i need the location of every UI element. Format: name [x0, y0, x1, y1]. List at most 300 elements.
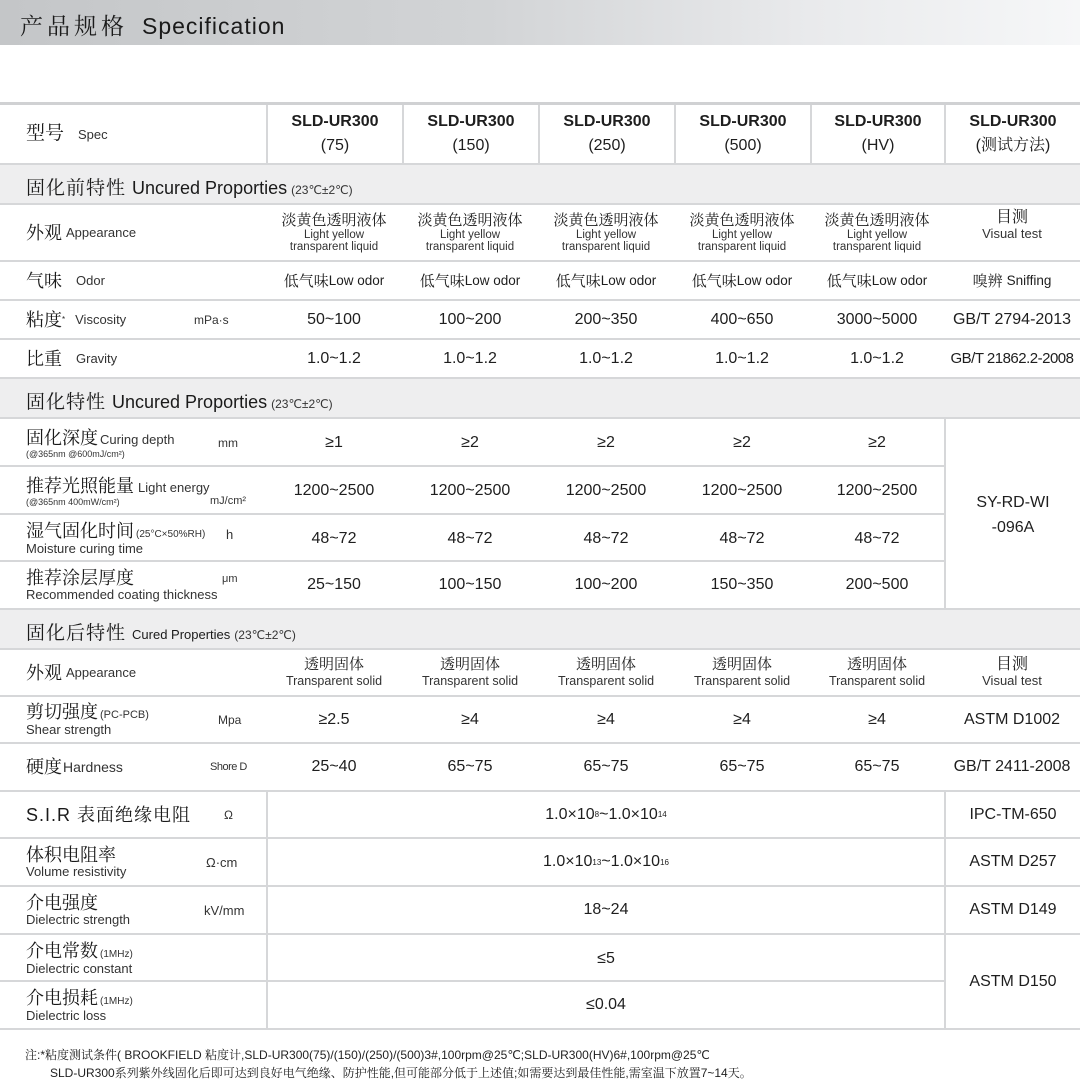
table-cell-part	[26, 262, 105, 299]
table-cell-part	[810, 262, 944, 299]
cell-value: ≥2.5	[318, 710, 350, 728]
table-cell-part: 比重	[26, 348, 62, 369]
cell-value: ≥2	[461, 434, 479, 451]
table-cell-part: Light yellow	[439, 229, 501, 241]
table-cell-part: 外观	[26, 662, 62, 683]
table-cell-part	[674, 562, 810, 608]
table-cell-part	[944, 262, 1080, 299]
table-cell-part	[674, 650, 810, 695]
table-cell-part	[944, 839, 1080, 885]
table-cell-part: 目测	[995, 209, 1028, 226]
table-cell-part: Dielectric strength	[26, 912, 131, 927]
cell-value: ≥4	[733, 710, 751, 728]
table-cell-part	[402, 515, 538, 562]
table-cell-part: SLD-UR300	[291, 113, 379, 130]
table-cell-part: Sniffing	[1006, 273, 1052, 288]
cell-value: 18~24	[583, 901, 629, 918]
table-cell-part: 嗅辨	[972, 273, 1003, 290]
table-cell-part: 目测	[995, 656, 1028, 673]
cell-value: 1.0×10	[543, 853, 593, 870]
unit-label: Mpa	[218, 712, 242, 727]
table-cell-part: 淡黄色透明液体	[553, 212, 659, 229]
table-cell-part	[26, 792, 191, 837]
table-cell-part	[26, 301, 126, 338]
table-cell-part: 16	[660, 857, 669, 867]
table-cell-part	[26, 476, 210, 497]
cell-value: 1200~2500	[293, 482, 375, 499]
table-cell-part	[402, 205, 538, 260]
table-cell-part: 剪切强度	[26, 702, 98, 722]
table-cell-part: 介电常数	[26, 941, 98, 961]
table-cell-part: 硬度	[26, 757, 62, 777]
cell-value: SY-RD-WI	[976, 493, 1050, 511]
section-curing	[0, 379, 1080, 419]
table-cell-part: Shear strength	[26, 722, 112, 737]
table-cell-part	[402, 419, 538, 467]
cell-value: ASTM D150	[969, 972, 1057, 990]
table-cell-part: 低气味	[691, 273, 737, 290]
table-cell-part	[944, 650, 1080, 695]
cell-value: 1.0~1.2	[307, 349, 361, 367]
unit-label: μm	[222, 573, 238, 585]
cell-value: 48~72	[583, 529, 629, 547]
table-cell-part: 低气味	[419, 273, 465, 290]
table-cell-part	[944, 744, 1080, 790]
cell-value: 25~40	[311, 758, 357, 775]
table-cell-part	[26, 697, 149, 742]
table-cell-part: Moisture curing time	[26, 541, 144, 556]
column-header	[266, 105, 402, 163]
cell-value: ≥1	[325, 434, 343, 451]
table-cell-part: (1MHz)	[100, 949, 133, 960]
table-cell-part: (23℃±2℃)	[271, 397, 333, 411]
table-cell-part	[674, 744, 810, 790]
table-cell-part	[266, 887, 944, 933]
table-cell-part	[26, 702, 149, 723]
table-cell-part: Recommended coating thickness	[26, 587, 218, 602]
footnote-line-2: SLD-UR300系列紫外线固化后即可达到良好电气绝缘、防护性能,但可能部分低于上述值;如需要达到最佳性能,需室温下放置7~14天。	[50, 1066, 752, 1080]
table-cell-part: (PC-PCB)	[100, 709, 149, 721]
table-cell-part: 8	[594, 810, 600, 819]
title-cn: 产品规格	[20, 13, 128, 39]
table-row-hardness	[0, 744, 1080, 792]
table-cell-part: Low odor	[464, 273, 521, 288]
table-cell-part: 固化特性	[26, 392, 107, 413]
table-cell-part	[266, 982, 944, 1028]
table-cell-part	[266, 697, 402, 742]
table-row-sir	[0, 792, 1080, 839]
table-cell-part: Dielectric constant	[26, 961, 133, 976]
table-cell-part: Visual test	[982, 226, 1042, 241]
cell-value: GB/T 2411-2008	[953, 758, 1071, 775]
table-cell-part	[674, 515, 810, 562]
table-cell-part: Dielectric loss	[26, 1007, 107, 1023]
footnotes	[25, 1046, 752, 1082]
table-cell-part: 低气味	[826, 273, 872, 290]
table-cell-part: (150)	[452, 137, 490, 154]
cell-value: ~1.0×10	[601, 853, 661, 870]
table-cell-part	[266, 262, 402, 299]
table-cell-part	[26, 340, 117, 377]
table-row-appearance	[0, 205, 1080, 262]
table-cell-part: Uncured Proporties	[112, 392, 268, 412]
table-cell-part	[26, 839, 126, 885]
cell-value: ≥4	[868, 710, 886, 728]
unit-label: h	[226, 527, 234, 542]
table-cell-part: (@365nm @600mJ/cm²)	[26, 448, 125, 459]
table-cell-part	[266, 467, 402, 515]
table-cell-part: 低气味	[555, 273, 601, 290]
table-cell-part	[266, 562, 402, 608]
table-cell-part: 淡黄色透明液体	[689, 212, 795, 229]
table-cell-part: 体积电阻率	[26, 845, 116, 865]
table-cell-part	[944, 697, 1080, 742]
section-title	[26, 173, 353, 200]
cell-value: 200~500	[845, 576, 909, 593]
table-cell-part: Odor	[76, 273, 105, 288]
table-cell-part	[26, 521, 205, 542]
table-cell-part	[674, 262, 810, 299]
table-row-dielectric-strength	[0, 887, 1080, 935]
table-cell-part	[674, 419, 810, 467]
table-cell-part: 13	[592, 857, 602, 867]
cell-value: -096A	[991, 518, 1035, 536]
table-cell-part	[26, 935, 133, 982]
page-title	[20, 8, 285, 41]
table-cell-part	[538, 562, 674, 608]
table-cell-part	[402, 562, 538, 608]
table-cell-part: 气味	[26, 270, 62, 291]
table-cell-part: 14	[657, 810, 667, 819]
table-cell-part	[944, 205, 1080, 260]
table-cell-part	[810, 419, 944, 467]
unit-label: mJ/cm²	[210, 495, 247, 507]
table-cell-part	[26, 428, 174, 449]
cell-value: ≤0.04	[586, 996, 626, 1013]
cell-value: 400~650	[710, 310, 774, 328]
table-cell-part	[402, 340, 538, 377]
table-cell-part	[26, 887, 130, 933]
table-cell-part	[266, 744, 402, 790]
cell-value: ASTM D257	[969, 853, 1057, 870]
table-cell-part	[26, 205, 136, 260]
table-cell-part	[266, 839, 944, 885]
table-cell-part: (23℃±2℃)	[291, 183, 353, 197]
table-cell-part	[402, 262, 538, 299]
table-cell-part: Transparent solid	[828, 674, 926, 688]
cell-value: ~1.0×10	[599, 805, 658, 823]
unit-label: Shore D	[210, 761, 247, 773]
table-cell-part: 低气味	[283, 273, 329, 290]
cell-value: 1200~2500	[701, 482, 783, 499]
table-cell-part	[674, 697, 810, 742]
table-cell-part	[402, 744, 538, 790]
table-cell-part: *	[62, 315, 66, 324]
table-cell-part: Transparent solid	[421, 674, 519, 688]
cell-value: ≥2	[868, 434, 886, 451]
cell-value: 48~72	[447, 529, 493, 547]
footnote-line-1: 注:*粘度测试条件( BROOKFIELD 粘度计,SLD-UR300(75)/(150)/(250)/(500)3#,100rpm@25℃;SLD-UR300(HV)6#,100rpm@25℃	[25, 1048, 710, 1062]
table-cell-part: Transparent solid	[285, 674, 383, 688]
table-cell-part	[944, 792, 1080, 837]
cell-value: ≥4	[597, 710, 615, 728]
section-title	[26, 618, 296, 645]
cell-value: GB/T 2794-2013	[952, 310, 1071, 328]
cell-value: 1.0×10	[545, 805, 595, 823]
table-row-light-energy	[0, 467, 1080, 515]
table-cell-part	[538, 515, 674, 562]
table-cell-part: SLD-UR300	[969, 113, 1057, 130]
table-cell-part	[266, 515, 402, 562]
table-cell-part	[538, 301, 674, 338]
cell-value: 100~150	[438, 576, 502, 593]
table-cell-part: 透明固体	[303, 656, 364, 673]
cell-value: 1.0~1.2	[850, 349, 904, 367]
table-row-dielectric-constant	[0, 935, 1080, 982]
table-cell-part	[26, 650, 136, 695]
table-cell-part: Cured Properties	[132, 627, 231, 642]
table-row-shear-strength	[0, 697, 1080, 744]
cell-value: 48~72	[854, 529, 900, 547]
table-cell-part	[26, 744, 123, 790]
table-cell-part	[26, 419, 174, 467]
table-cell-part: 淡黄色透明液体	[281, 212, 387, 229]
table-cell-part	[810, 301, 944, 338]
table-cell-part: Low odor	[600, 273, 657, 288]
cell-value: 50~100	[307, 310, 361, 328]
table-cell-part: SLD-UR300	[834, 113, 922, 130]
cell-value: ≤5	[597, 949, 615, 967]
table-row-coating-thickness	[0, 562, 1080, 610]
title-bar	[0, 0, 1080, 45]
table-cell-part	[538, 467, 674, 515]
table-cell-part: (测试方法)	[975, 137, 1051, 154]
title-en: Specification	[142, 13, 286, 39]
table-cell-part	[266, 935, 944, 982]
table-cell-part: SLD-UR300	[427, 113, 515, 130]
table-cell-part: 粘度	[26, 309, 62, 330]
cell-value: 65~75	[854, 758, 900, 775]
table-row-cured-appearance	[0, 650, 1080, 697]
cell-value: ASTM D149	[969, 901, 1057, 918]
table-cell-part: (75)	[320, 137, 350, 154]
table-cell-part: 固化后特性	[26, 623, 127, 644]
cell-value: ≥2	[597, 434, 615, 451]
table-cell-part: 固化深度	[26, 427, 98, 448]
table-cell-part: 外观	[26, 222, 62, 243]
table-cell-part	[26, 515, 205, 562]
table-cell-part	[674, 205, 810, 260]
curing-method-cell	[944, 419, 1080, 610]
table-cell-part: Light yellow	[846, 229, 908, 241]
table-cell-part: 推荐光照能量	[26, 475, 134, 496]
table-cell-part: 介电损耗	[26, 987, 98, 1008]
table-cell-part: Uncured Proporties	[132, 178, 288, 198]
table-cell-part	[810, 340, 944, 377]
table-cell-part	[810, 205, 944, 260]
table-cell-part	[538, 697, 674, 742]
table-cell-part: Low odor	[736, 273, 793, 288]
cell-value: 200~350	[574, 310, 638, 328]
cell-value: 1200~2500	[836, 482, 918, 499]
dielectric-method-cell	[944, 935, 1080, 1028]
table-cell-part	[26, 105, 108, 163]
table-cell-part	[266, 205, 402, 260]
table-header-row	[0, 102, 1080, 165]
cell-value: IPC-TM-650	[969, 805, 1057, 823]
cell-value: 65~75	[447, 758, 493, 775]
cell-value: 100~200	[574, 576, 638, 593]
section-cured	[0, 610, 1080, 650]
table-cell-part	[538, 744, 674, 790]
table-cell-part: Transparent solid	[693, 674, 791, 688]
table-cell-part: (250)	[588, 137, 626, 154]
cell-value: 1200~2500	[429, 482, 511, 499]
cell-value: 25~150	[307, 576, 361, 593]
table-cell-part	[944, 340, 1080, 377]
table-cell-part: 淡黄色透明液体	[824, 212, 930, 229]
table-cell-part	[538, 205, 674, 260]
table-cell-part: Low odor	[328, 273, 385, 288]
column-header	[538, 105, 674, 163]
cell-value: 3000~5000	[836, 310, 918, 328]
table-cell-part	[674, 467, 810, 515]
table-cell-part	[402, 467, 538, 515]
spec-label-en: Spec	[78, 126, 108, 142]
unit-label: kV/mm	[204, 902, 245, 918]
table-row-viscosity	[0, 301, 1080, 340]
table-cell-part: 湿气固化时间	[26, 521, 134, 541]
table-cell-part	[26, 467, 210, 515]
table-cell-part: (1MHz)	[100, 995, 133, 1007]
cell-value: 48~72	[719, 529, 765, 547]
spec-label-cn: 型号	[26, 123, 65, 144]
table-cell-part	[944, 301, 1080, 338]
table-cell-part	[538, 262, 674, 299]
table-cell-part: 推荐涂层厚度	[26, 568, 134, 588]
cell-value: 150~350	[710, 576, 774, 593]
table-cell-part	[266, 792, 944, 837]
table-cell-part: transparent liquid	[697, 241, 787, 253]
table-row-dielectric-loss	[0, 982, 1080, 1030]
cell-value: 1.0~1.2	[579, 349, 633, 367]
table-cell-part	[266, 301, 402, 338]
cell-value: 1200~2500	[565, 482, 647, 499]
table-cell-part	[538, 419, 674, 467]
table-cell-part	[810, 467, 944, 515]
table-row-moisture-curing	[0, 515, 1080, 562]
table-cell-part	[26, 941, 133, 962]
table-cell-part: SLD-UR300	[563, 113, 651, 130]
table-cell-part	[402, 301, 538, 338]
table-cell-part: Low odor	[871, 273, 928, 288]
table-cell-part: Viscosity	[75, 312, 127, 327]
table-cell-part: SLD-UR300	[699, 113, 787, 130]
table-cell-part	[402, 697, 538, 742]
unit-label: Ω·cm	[206, 854, 238, 870]
table-cell-part: (25°C×50%RH)	[136, 529, 206, 540]
table-cell-part: Transparent solid	[557, 674, 655, 688]
table-row-volume-resistivity	[0, 839, 1080, 887]
unit-label: mPa·s	[194, 312, 229, 327]
column-header	[402, 105, 538, 163]
table-cell-part	[810, 744, 944, 790]
column-header	[674, 105, 810, 163]
table-cell-part	[266, 340, 402, 377]
cell-value: 65~75	[719, 758, 765, 775]
table-cell-part: Hardness	[63, 759, 123, 775]
table-cell-part: Visual test	[982, 673, 1042, 688]
section-uncured	[0, 165, 1080, 205]
table-cell-part	[810, 697, 944, 742]
table-cell-part	[266, 419, 402, 467]
table-cell-part: 透明固体	[575, 656, 636, 673]
table-cell-part: Light yellow	[711, 229, 773, 241]
table-row-gravity	[0, 340, 1080, 379]
table-cell-part	[810, 515, 944, 562]
table-cell-part: (HV)	[861, 137, 895, 154]
table-cell-part: Volume resistivity	[26, 864, 127, 879]
table-cell-part	[674, 340, 810, 377]
table-cell-part: transparent liquid	[289, 241, 379, 253]
table-cell-part: transparent liquid	[832, 241, 922, 253]
cell-value: ≥2	[733, 434, 751, 451]
table-cell-part: 透明固体	[711, 656, 772, 673]
table-cell-part: transparent liquid	[425, 241, 515, 253]
table-cell-part: (23℃±2℃)	[234, 628, 296, 642]
table-cell-part: Gravity	[76, 351, 118, 366]
table-cell-part: 固化前特性	[26, 178, 127, 199]
unit-label: mm	[218, 436, 238, 450]
cell-value: 65~75	[583, 758, 629, 775]
table-cell-part: Light energy	[138, 479, 210, 495]
table-cell-part	[26, 982, 133, 1028]
cell-value: ASTM D1002	[963, 710, 1061, 728]
table-cell-part	[26, 562, 218, 608]
table-cell-part: Light yellow	[575, 229, 637, 241]
cell-value: 100~200	[438, 310, 502, 328]
table-cell-part	[266, 650, 402, 695]
table-cell-part: Appearance	[66, 665, 137, 680]
cell-value: 48~72	[311, 529, 357, 547]
table-cell-part: S.I.R 表面绝缘电阻	[26, 804, 192, 825]
table-cell-part: 透明固体	[439, 656, 500, 673]
table-cell-part: Curing depth	[100, 431, 175, 447]
table-row-odor	[0, 262, 1080, 301]
cell-value: ≥4	[461, 710, 479, 728]
column-header-method	[944, 105, 1080, 163]
table-cell-part	[538, 650, 674, 695]
cell-value: 1.0~1.2	[443, 349, 497, 367]
table-cell-part: 淡黄色透明液体	[417, 212, 523, 229]
table-cell-part: transparent liquid	[561, 241, 651, 253]
table-cell-part	[402, 650, 538, 695]
cell-value: 1.0~1.2	[715, 349, 769, 367]
table-cell-part: Appearance	[66, 225, 137, 240]
table-cell-part	[944, 887, 1080, 933]
column-header	[810, 105, 944, 163]
cell-value: GB/T 21862.2-2008	[950, 350, 1074, 367]
table-cell-part: (500)	[724, 137, 762, 154]
table-cell-part	[810, 650, 944, 695]
table-cell-part: 透明固体	[846, 656, 907, 673]
table-cell-part: 介电强度	[26, 893, 98, 913]
unit-label: Ω	[224, 807, 233, 822]
table-cell-part	[674, 301, 810, 338]
table-row-curing-depth	[0, 419, 1080, 467]
table-cell-part: Light yellow	[303, 229, 365, 241]
table-cell-part	[26, 988, 133, 1009]
